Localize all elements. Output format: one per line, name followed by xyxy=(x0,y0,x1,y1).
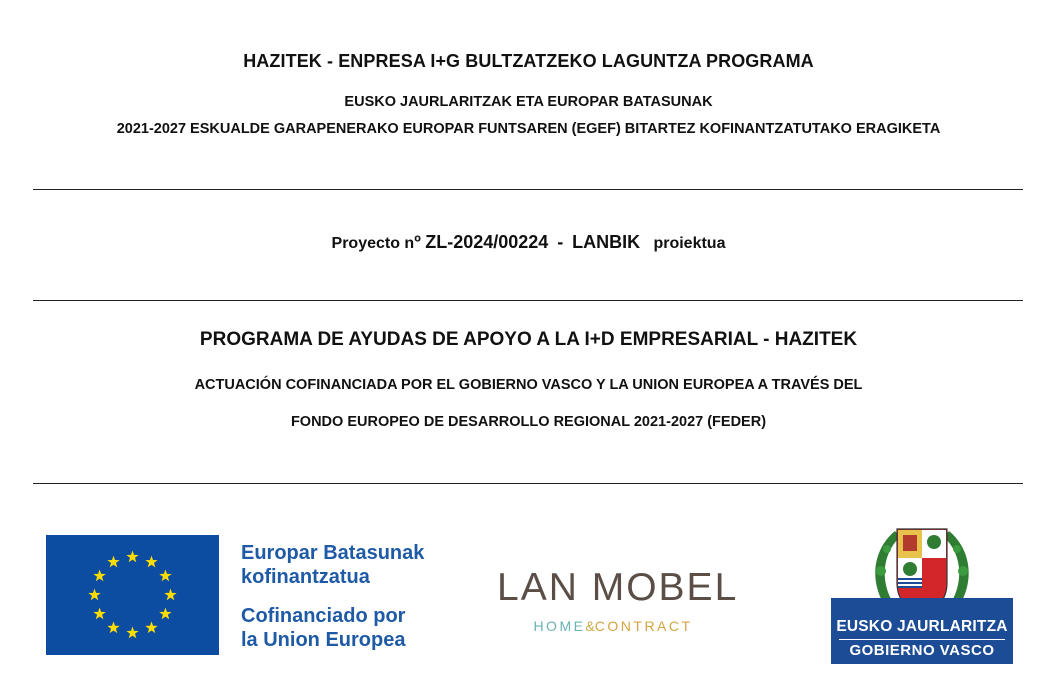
project-suffix: proiektua xyxy=(653,235,726,252)
lan-mobel-word-mobel: MOBEL xyxy=(591,566,739,609)
header-subtitle-1: EUSKO JAURLARITZAK ETA EUROPAR BATASUNAK xyxy=(344,94,713,110)
lan-mobel-word-lan: LAN xyxy=(497,566,579,609)
lan-mobel-amp: & xyxy=(585,618,595,634)
lan-mobel-logo xyxy=(497,566,739,634)
header-subtitle-2: 2021-2027 ESKUALDE GARAPENERAKO EUROPAR FUNTSAREN (EGEF) BITARTEZ KOFINANTZATUTAKO ERAGIKETA xyxy=(116,121,941,137)
eu-flag-icon xyxy=(46,535,219,655)
project-line xyxy=(0,232,1057,253)
eu-text-es-line2: la Union Europea xyxy=(241,629,406,651)
lan-mobel-home: HOME xyxy=(533,618,586,634)
divider-3 xyxy=(33,483,1023,484)
project-degree: º xyxy=(414,232,421,252)
project-prefix: Proyecto n xyxy=(331,235,415,252)
gobierno-vasco-eus: EUSKO JAURLARITZA xyxy=(836,618,1008,635)
header-title: HAZITEK - ENPRESA I+G BULTZATZEKO LAGUNTZA PROGRAMA xyxy=(243,51,814,71)
project-code: ZL-2024/00224 xyxy=(425,232,549,252)
program-line-2: FONDO EUROPEO DE DESARROLLO REGIONAL 2021-2027 (FEDER) xyxy=(290,414,767,430)
eu-text-eus-line2: kofinantzatua xyxy=(241,566,370,588)
program-line-1: ACTUACIÓN COFINANCIADA POR EL GOBIERNO VASCO Y LA UNION EUROPEA A TRAVÉS DEL xyxy=(194,377,863,393)
project-name: LANBIK xyxy=(572,232,641,252)
program-title: PROGRAMA DE AYUDAS DE APOYO A LA I+D EMPRESARIAL - HAZITEK xyxy=(199,329,858,350)
lan-mobel-contract: CONTRACT xyxy=(594,618,693,634)
eu-text-eus-line1: Europar Batasunak xyxy=(241,542,425,564)
gobierno-vasco-banner xyxy=(831,598,1013,664)
divider-1 xyxy=(33,189,1023,190)
divider-2 xyxy=(33,300,1023,301)
gobierno-vasco-es: GOBIERNO VASCO xyxy=(849,642,995,659)
project-separator: - xyxy=(557,232,564,252)
gobierno-vasco-divider xyxy=(839,639,1005,640)
eu-text-es-line1: Cofinanciado por xyxy=(241,605,406,627)
